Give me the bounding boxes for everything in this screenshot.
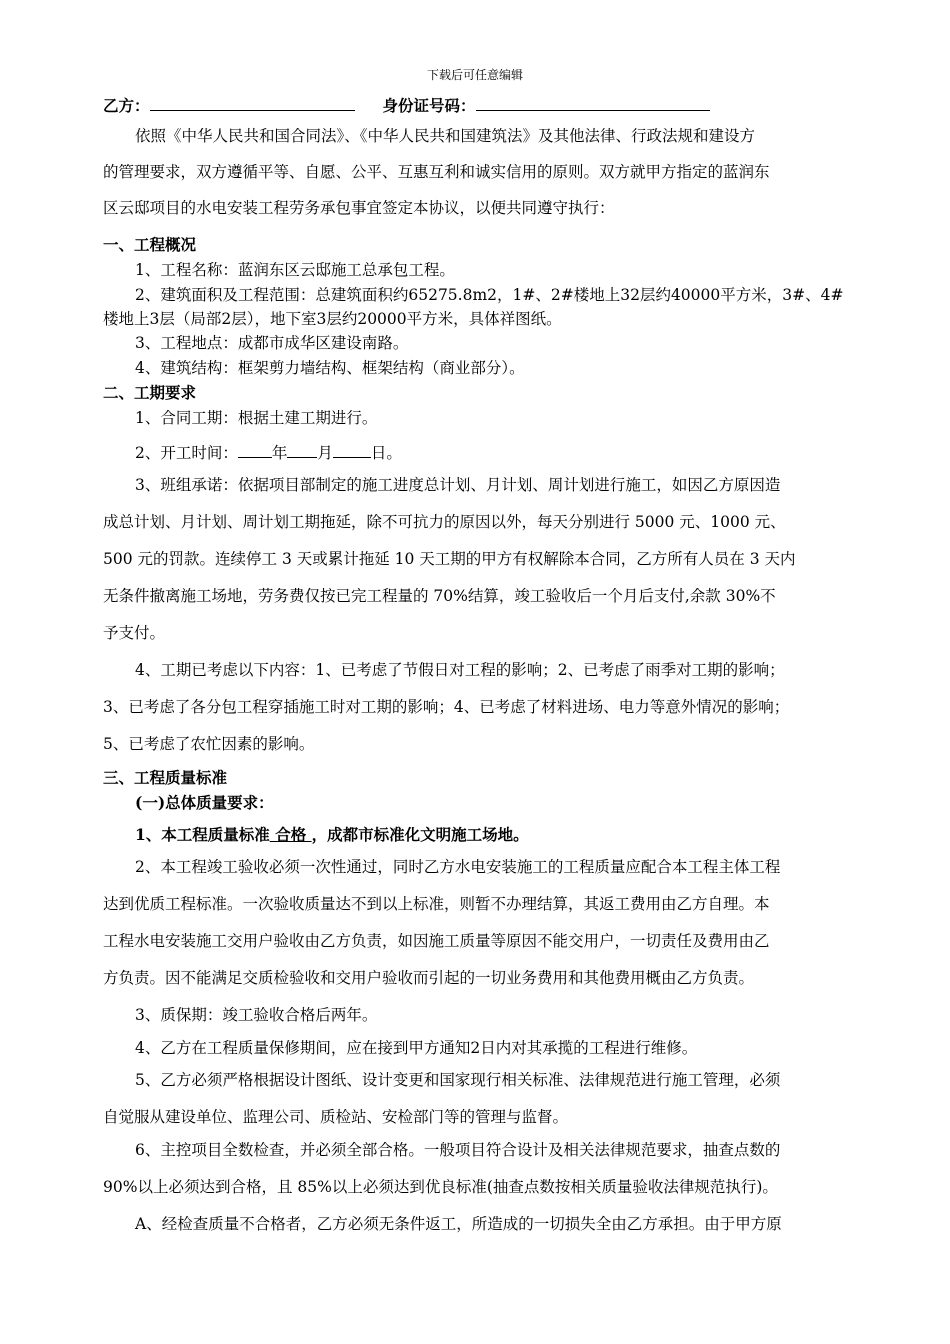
paragraph-line: 90%以上必须达到合格，且 85%以上必须达到优良标准(抽查点数按相关质量验收法律规范执行)。 [103, 1178, 778, 1196]
section-title: 一、工程概况 [103, 235, 197, 254]
paragraph-line: 6、主控项目全数检查，并必须全部合格。一般项目符合设计及相关法律规范要求，抽查点数的 [135, 1141, 781, 1159]
paragraph-line: 予支付。 [103, 624, 166, 642]
quality-standard-line [135, 824, 843, 846]
day-blank[interactable] [333, 440, 371, 458]
paragraph-line: 成总计划、月计划、周计划工期拖延，除不可抗力的原因以外，每天分别进行 5000 元、1000 元、 [103, 513, 786, 531]
paragraph-line: 3、已考虑了各分包工程穿插施工时对工期的影响；4、已考虑了材料进场、电力等意外情况的影响； [103, 698, 790, 716]
intro-line: 区云邸项目的水电安装工程劳务承包事宜签定本协议，以便共同遵守执行： [103, 199, 615, 217]
paragraph-line: 方负责。因不能满足交质检验收和交用户验收而引起的一切业务费用和其他费用概由乙方负责。 [103, 969, 755, 987]
start-date-line [135, 440, 843, 464]
intro-line: 依照《中华人民共和国合同法》、《中华人民共和国建筑法》及其他法律、行政法规和建设方 [135, 127, 756, 145]
paragraph-line: 2、建筑面积及工程范围：总建筑面积约65275.8m2，1#、2#楼地上32层约40000平方米，3#、4# [135, 286, 844, 304]
party-b-label: 乙方： [103, 96, 150, 115]
paragraph-line: 3、工程地点：成都市成华区建设南路。 [135, 334, 409, 352]
id-number-blank[interactable] [476, 93, 710, 111]
paragraph-line: 3、班组承诺：依据项目部制定的施工进度总计划、月计划、周计划进行施工，如因乙方原因造 [135, 476, 781, 494]
paragraph-line: 5、乙方必须严格根据设计图纸、设计变更和国家现行相关标准、法律规范进行施工管理，必须 [135, 1071, 781, 1089]
paragraph-line: 楼地上3层（局部2层），地下室3层约20000平方米，具体祥图纸。 [103, 310, 562, 328]
paragraph-line: 工程水电安装施工交用户验收由乙方负责，如因施工质量等原因不能交用户，一切责任及费用由乙 [103, 932, 770, 950]
day-label: 日。 [370, 444, 402, 462]
party-b-blank[interactable] [150, 93, 355, 111]
section-title: 三、工程质量标准 [103, 768, 228, 787]
year-label: 年 [271, 444, 288, 462]
paragraph-line: A、经检查质量不合格者，乙方必须无条件返工，所造成的一切损失全由乙方承担。由于甲方原 [135, 1215, 782, 1233]
year-blank[interactable] [238, 440, 272, 458]
paragraph-line: 1、工程名称：蓝润东区云邸施工总承包工程。 [135, 261, 455, 279]
paragraph-line: 无条件撤离施工场地，劳务费仅按已完工程量的 70%结算，竣工验收后一个月后支付,余款 30%不 [103, 587, 776, 605]
id-number-label: 身份证号码： [382, 96, 476, 115]
quality-standard-suffix: ，成都市标准化文明施工场地。 [311, 825, 529, 844]
paragraph-line: 4、建筑结构：框架剪力墙结构、框架结构（商业部分）。 [135, 359, 525, 377]
paragraph-line: 4、乙方在工程质量保修期间，应在接到甲方通知2日内对其承揽的工程进行维修。 [135, 1039, 698, 1057]
quality-standard-prefix: 1、本工程质量标准 [135, 825, 270, 844]
paragraph-line: 5、已考虑了农忙因素的影响。 [103, 735, 315, 753]
quality-standard-value: 合格 [269, 825, 312, 844]
month-label: 月 [317, 444, 333, 462]
intro-line: 的管理要求，双方遵循平等、自愿、公平、互惠互利和诚实信用的原则。双方就甲方指定的蓝润东 [103, 163, 770, 181]
paragraph-line: 4、工期已考虑以下内容：1、已考虑了节假日对工程的影响；2、已考虑了雨季对工期的影响； [135, 661, 785, 679]
header-note: 下载后可任意编辑 [426, 68, 523, 82]
paragraph-line: 2、本工程竣工验收必须一次性通过，同时乙方水电安装施工的工程质量应配合本工程主体工程 [135, 858, 781, 876]
paragraph-line: 3、质保期：竣工验收合格后两年。 [135, 1006, 378, 1024]
paragraph-line: 达到优质工程标准。一次验收质量达不到以上标准，则暂不办理结算，其返工费用由乙方自理。本 [103, 895, 770, 913]
party-b-row [103, 93, 843, 117]
month-blank[interactable] [287, 440, 317, 458]
section-subtitle: (一)总体质量要求： [135, 793, 274, 812]
start-date-prefix: 2、开工时间： [135, 444, 238, 462]
paragraph-line: 1、合同工期：根据土建工期进行。 [135, 409, 378, 427]
section-title: 二、工期要求 [103, 383, 197, 402]
paragraph-line: 自觉服从建设单位、监理公司、质检站、安检部门等的管理与监督。 [103, 1108, 569, 1126]
paragraph-line: 500 元的罚款。连续停工 3 天或累计拖延 10 天工期的甲方有权解除本合同，乙方所有人员在 3 天内 [103, 550, 796, 568]
